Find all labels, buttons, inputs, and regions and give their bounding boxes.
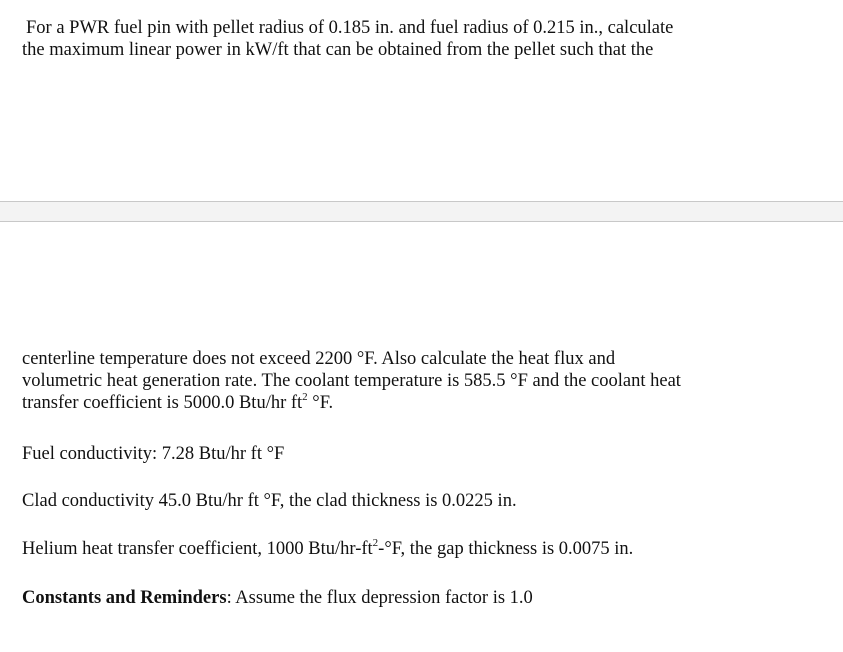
page-separator [0,201,843,222]
constants-reminders [22,587,823,609]
helium-coefficient [22,538,823,560]
intro-line-2: the maximum linear power in kW/ft that can be obtained from the pellet such that the [22,40,654,60]
helium-text: Helium heat transfer coefficient, 1000 Btu/hr-ft [22,539,373,559]
clad-conductivity: Clad conductivity 45.0 Btu/hr ft °F, the clad thickness is 0.0225 in. [22,491,517,511]
fuel-conductivity: Fuel conductivity: 7.28 Btu/hr ft °F [22,444,285,464]
continuation-line-1: centerline temperature does not exceed 2200 °F. Also calculate the heat flux and [22,349,616,369]
constants-label: Constants and Reminders [22,588,227,608]
helium-text-tail: -°F, the gap thickness is 0.0075 in. [378,539,634,559]
intro-line-1: For a PWR fuel pin with pellet radius of 0.185 in. and fuel radius of 0.215 in., calculate [26,18,674,38]
constants-text: : Assume the flux depression factor is 1.0 [226,588,533,608]
superscript-2: 2 [372,536,379,549]
problem-intro [22,17,823,61]
continuation-line-3-unit: °F. [307,393,334,413]
continuation-line-2: volumetric heat generation rate. The coolant temperature is 585.5 °F and the coolant heat [22,371,681,391]
problem-continuation [22,348,823,414]
superscript-2: 2 [302,390,308,403]
continuation-line-3 [22,392,823,414]
continuation-line-3-text: transfer coefficient is 5000.0 Btu/hr ft [22,393,303,413]
